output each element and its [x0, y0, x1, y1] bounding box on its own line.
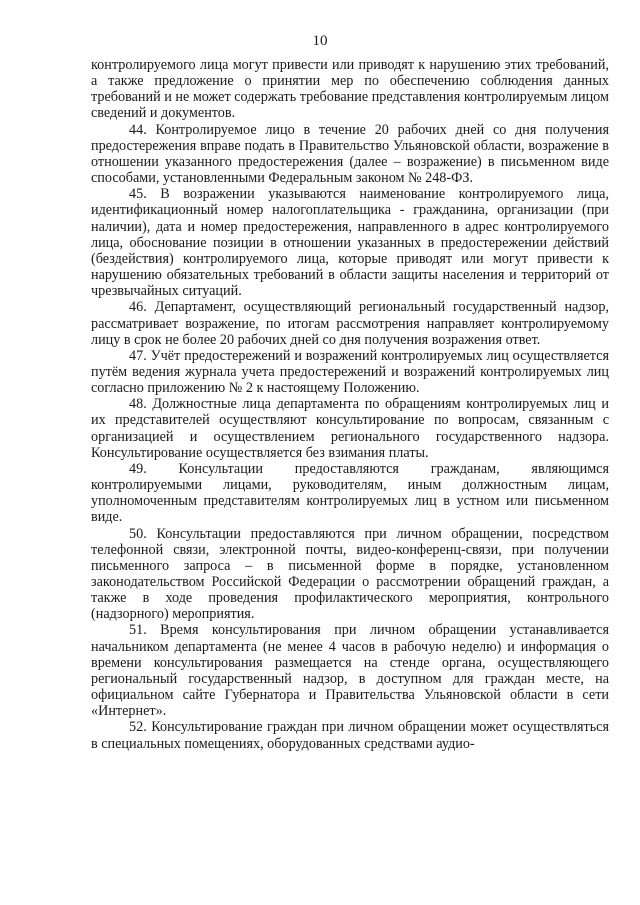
paragraph-45: 45. В возражении указываются наименование контролируемого лица, идентификационный номер налогоплательщика - гражданина, организации (при наличии), дата и номер предостережения, направленного в адрес контролируемого лица, обоснование позиции в отношении указанных в предостережении действий (бездействия) контролируемого лица, которые приводят или могут привести к нарушению обязательных требований в области защиты населения и территорий от чрезвычайных ситуаций. [91, 186, 609, 300]
paragraph-51: 51. Время консультирования при личном обращении устанавливается начальником департамента (не менее 4 часов в рабочую неделю) и информация о времени консультирования размещается на стенде органа, осуществляющего региональный государственный надзор, в доступном для граждан месте, на официальном сайте Губернатора и Правительства Ульяновской области в сети «Интернет». [91, 622, 609, 720]
document-body [91, 57, 609, 752]
paragraph-46: 46. Департамент, осуществляющий региональный государственный надзор, рассматривает возражение, по итогам рассмотрения направляет контролируемому лицу в срок не более 20 рабочих дней со дня получения возражения ответ. [91, 299, 609, 348]
paragraph-50: 50. Консультации предоставляются при личном обращении, посредством телефонной связи, электронной почты, видео-конференц-связи, при получении письменного запроса – в письменной форме в порядке, установленном законодательством Российской Федерации о рассмотрении обращений граждан, а также в ходе проведения профилактического мероприятия, контрольного (надзорного) мероприятия. [91, 525, 609, 623]
paragraph-44: 44. Контролируемое лицо в течение 20 рабочих дней со дня получения предостережения вправе подать в Правительство Ульяновской области, возражение в отношении указанного предостережения (далее – возражение) в письменном виде способами, установленными Федеральным законом № 248-ФЗ. [91, 121, 609, 187]
paragraph-continuation: контролируемого лица могут привести или приводят к нарушению этих требований, а также предложение о принятии мер по обеспечению соблюдения данных требований и не может содержать требование представления контролируемым лицом сведений и документов. [91, 57, 609, 122]
paragraph-47: 47. Учёт предостережений и возражений контролируемых лиц осуществляется путём ведения журнала учета предостережений и возражений контролируемых лиц согласно приложению № 2 к настоящему Положению. [91, 347, 609, 397]
page-number: 10 [312, 33, 328, 49]
paragraph-49: 49. Консультации предоставляются гражданам, являющимся контролируемыми лицами, руководителям, иным должностным лицам, уполномоченным представителям контролируемых лиц в устном или письменном виде. [91, 460, 609, 526]
paragraph-52: 52. Консультирование граждан при личном обращении может осуществляться в специальных помещениях, оборудованных средствами аудио- [91, 719, 609, 752]
paragraph-48: 48. Должностные лица департамента по обращениям контролируемых лиц и их представителей осуществляют консультирование по вопросам, связанным с организацией и осуществлением регионального государственного надзора. Консультирование осуществляется без взимания платы. [91, 396, 609, 461]
